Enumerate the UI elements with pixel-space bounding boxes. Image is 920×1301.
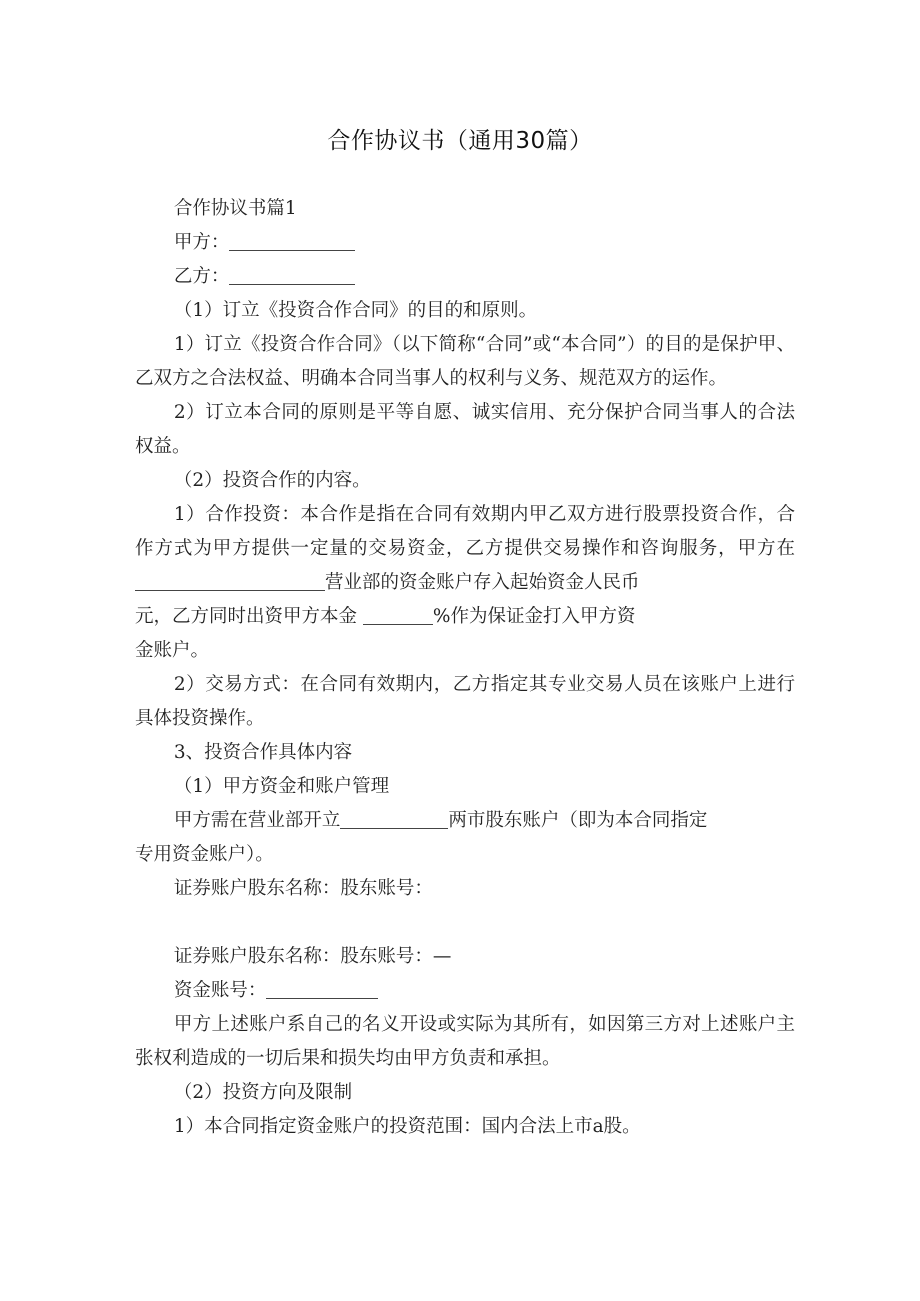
document-body [135, 192, 795, 1144]
section-3-title: 3、投资合作具体内容 [173, 742, 353, 763]
cooperation-text-a: 1）合作投资：本合作是指在合同有效期内甲乙双方进行股票投资合作，合作方式为甲方提供一定量的交易资金，乙方提供交易操作和咨询服务，甲方在 [135, 504, 795, 559]
section-3-1-paragraph-2: 甲方上述账户系自己的名义开设或实际为其所有，如因第三方对上述账户主张权利造成的一切后果和损失均由甲方负责和承担。 [135, 1014, 795, 1069]
account-type-blank [340, 808, 448, 829]
party-a-blank [229, 230, 355, 251]
party-b-line [135, 260, 795, 294]
account-text-b: 两市股东账户（即为本合同指定 [448, 810, 708, 831]
cooperation-text-line [96, 600, 635, 634]
account-text-a: 甲方需在营业部开立 [173, 810, 341, 831]
section-1-title: （1）订立《投资合作合同》的目的和原则。 [173, 300, 538, 321]
section-3-1-title: （1）甲方资金和账户管理 [173, 776, 390, 797]
margin-percent-blank [363, 604, 433, 625]
fund-account-line [135, 974, 795, 1008]
party-b-blank [229, 264, 355, 285]
section-2-title: （2）投资合作的内容。 [173, 470, 371, 491]
party-a-label: 甲方： [173, 232, 230, 253]
section-3-2-title: （2）投资方向及限制 [173, 1082, 353, 1103]
cooperation-text-b: 营业部的资金账户存入起始资金人民币 [325, 572, 640, 593]
branch-blank [135, 570, 325, 591]
section-3-2-paragraph-1: 1）本合同指定资金账户的投资范围：国内合法上市a股。 [173, 1116, 641, 1137]
section-1-paragraph-1: 1）订立《投资合作合同》（以下简称“合同”或“本合同”）的目的是保护甲、乙双方之合法权益、明确本合同当事人的权利与义务、规范双方的运作。 [135, 334, 795, 389]
account-text-c: 专用资金账户）。 [135, 844, 274, 865]
party-a-line [135, 226, 795, 260]
cooperation-text-e: 金账户。 [135, 640, 210, 661]
section-2-paragraph-1 [135, 498, 795, 668]
blank-line-spacer [135, 906, 795, 940]
article-heading: 合作协议书篇1 [173, 198, 297, 219]
cooperation-text-d: %作为保证金打入甲方资 [432, 606, 636, 627]
securities-account-line-1: 证券账户股东名称：股东账号： [173, 878, 433, 899]
fund-account-label: 资金账号： [173, 980, 267, 1001]
cooperation-text-c: 元，乙方同时出资甲方本金 [135, 606, 358, 627]
section-1-paragraph-2: 2）订立本合同的原则是平等自愿、诚实信用、充分保护合同当事人的合法权益。 [135, 402, 795, 457]
document-title: 合作协议书（通用30篇） [327, 128, 593, 154]
fund-account-blank [266, 978, 378, 999]
party-b-label: 乙方： [173, 266, 230, 287]
securities-account-line-2: 证券账户股东名称：股东账号：— [173, 946, 452, 967]
section-3-1-paragraph-1 [135, 804, 795, 872]
section-2-paragraph-2: 2）交易方式：在合同有效期内，乙方指定其专业交易人员在该账户上进行具体投资操作。 [135, 674, 795, 729]
